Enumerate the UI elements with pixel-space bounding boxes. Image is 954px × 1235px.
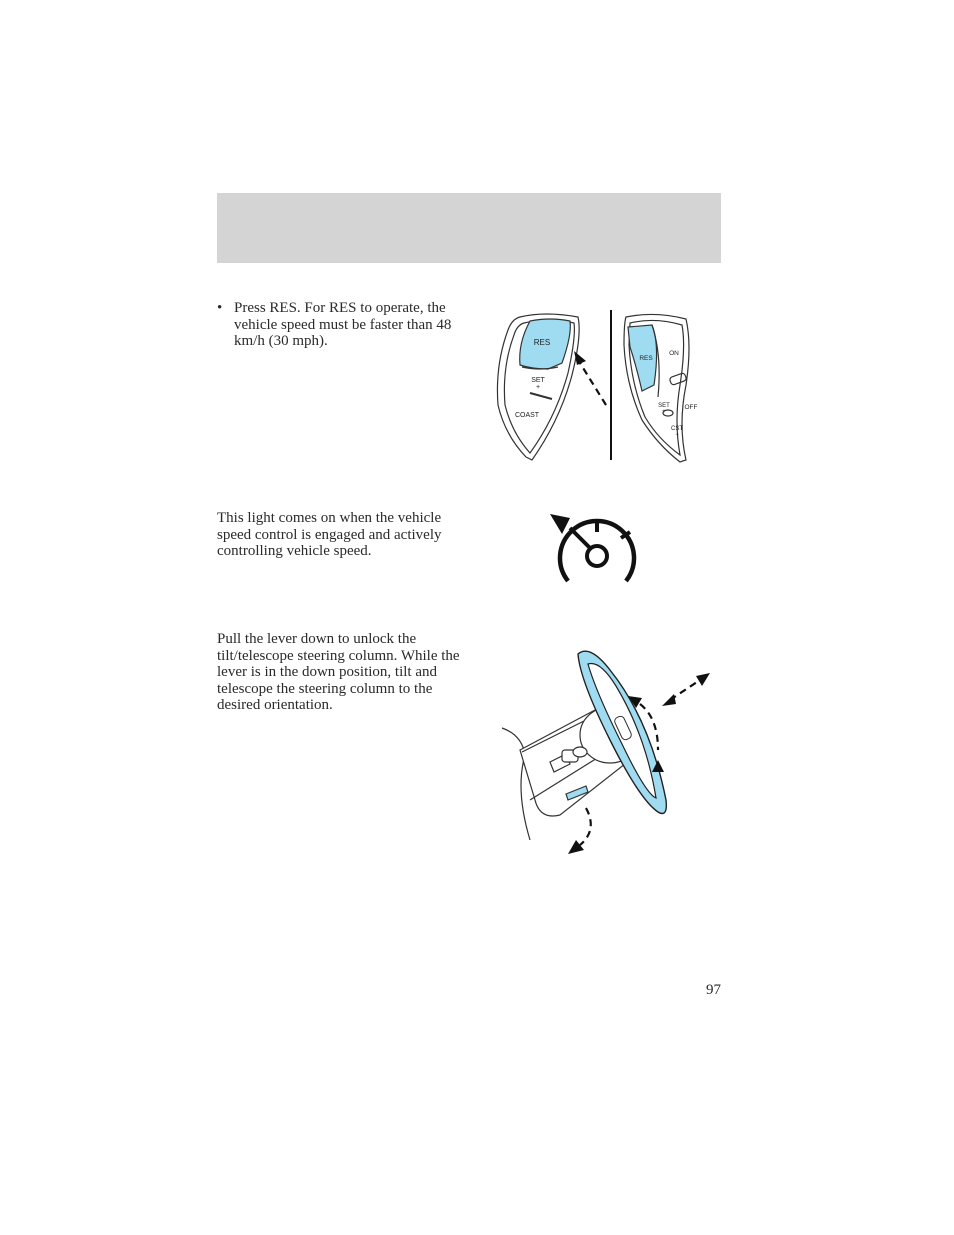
- right-cst-sign: −: [675, 432, 679, 438]
- indicator-light-description: This light comes on when the vehicle speed control is engaged and actively controlling vehicle speed.: [217, 510, 442, 559]
- resume-instruction: [217, 300, 477, 350]
- resume-instruction-text: Press RES. For RES to operate, the vehicle speed must be faster than 48 km/h (30 mph).: [234, 300, 452, 349]
- tilt-steering-figure: [500, 640, 720, 860]
- tilt-steering-description: Pull the lever down to unlock the tilt/telescope steering column. While the lever is in the down position, tilt and telescope the steering column to the desired orientation.: [217, 631, 460, 713]
- left-set-sign: +: [535, 384, 541, 391]
- right-cst-label: CST: [671, 426, 683, 432]
- telescope-arrow-icon: [662, 673, 710, 706]
- bullet-marker: •: [217, 300, 223, 316]
- dashboard-outline: [502, 728, 530, 840]
- right-control-pod: [624, 314, 689, 462]
- right-set-sign: +: [662, 409, 666, 415]
- page-number: 97: [706, 982, 721, 998]
- speed-control-buttons-figure: [490, 305, 720, 470]
- left-coast-label: COAST: [514, 412, 540, 419]
- right-off-label: OFF: [684, 404, 698, 411]
- left-res-label: RES: [533, 338, 551, 347]
- speed-control-indicator-icon: [548, 508, 638, 588]
- right-set-label: SET: [658, 403, 670, 409]
- right-on-label: ON: [669, 350, 679, 357]
- lever-arrow-icon: [568, 808, 591, 854]
- right-res-label: RES: [639, 355, 653, 362]
- section-header-band: [217, 193, 721, 263]
- left-set-label: SET: [531, 377, 545, 384]
- press-arrow-icon: [574, 351, 606, 405]
